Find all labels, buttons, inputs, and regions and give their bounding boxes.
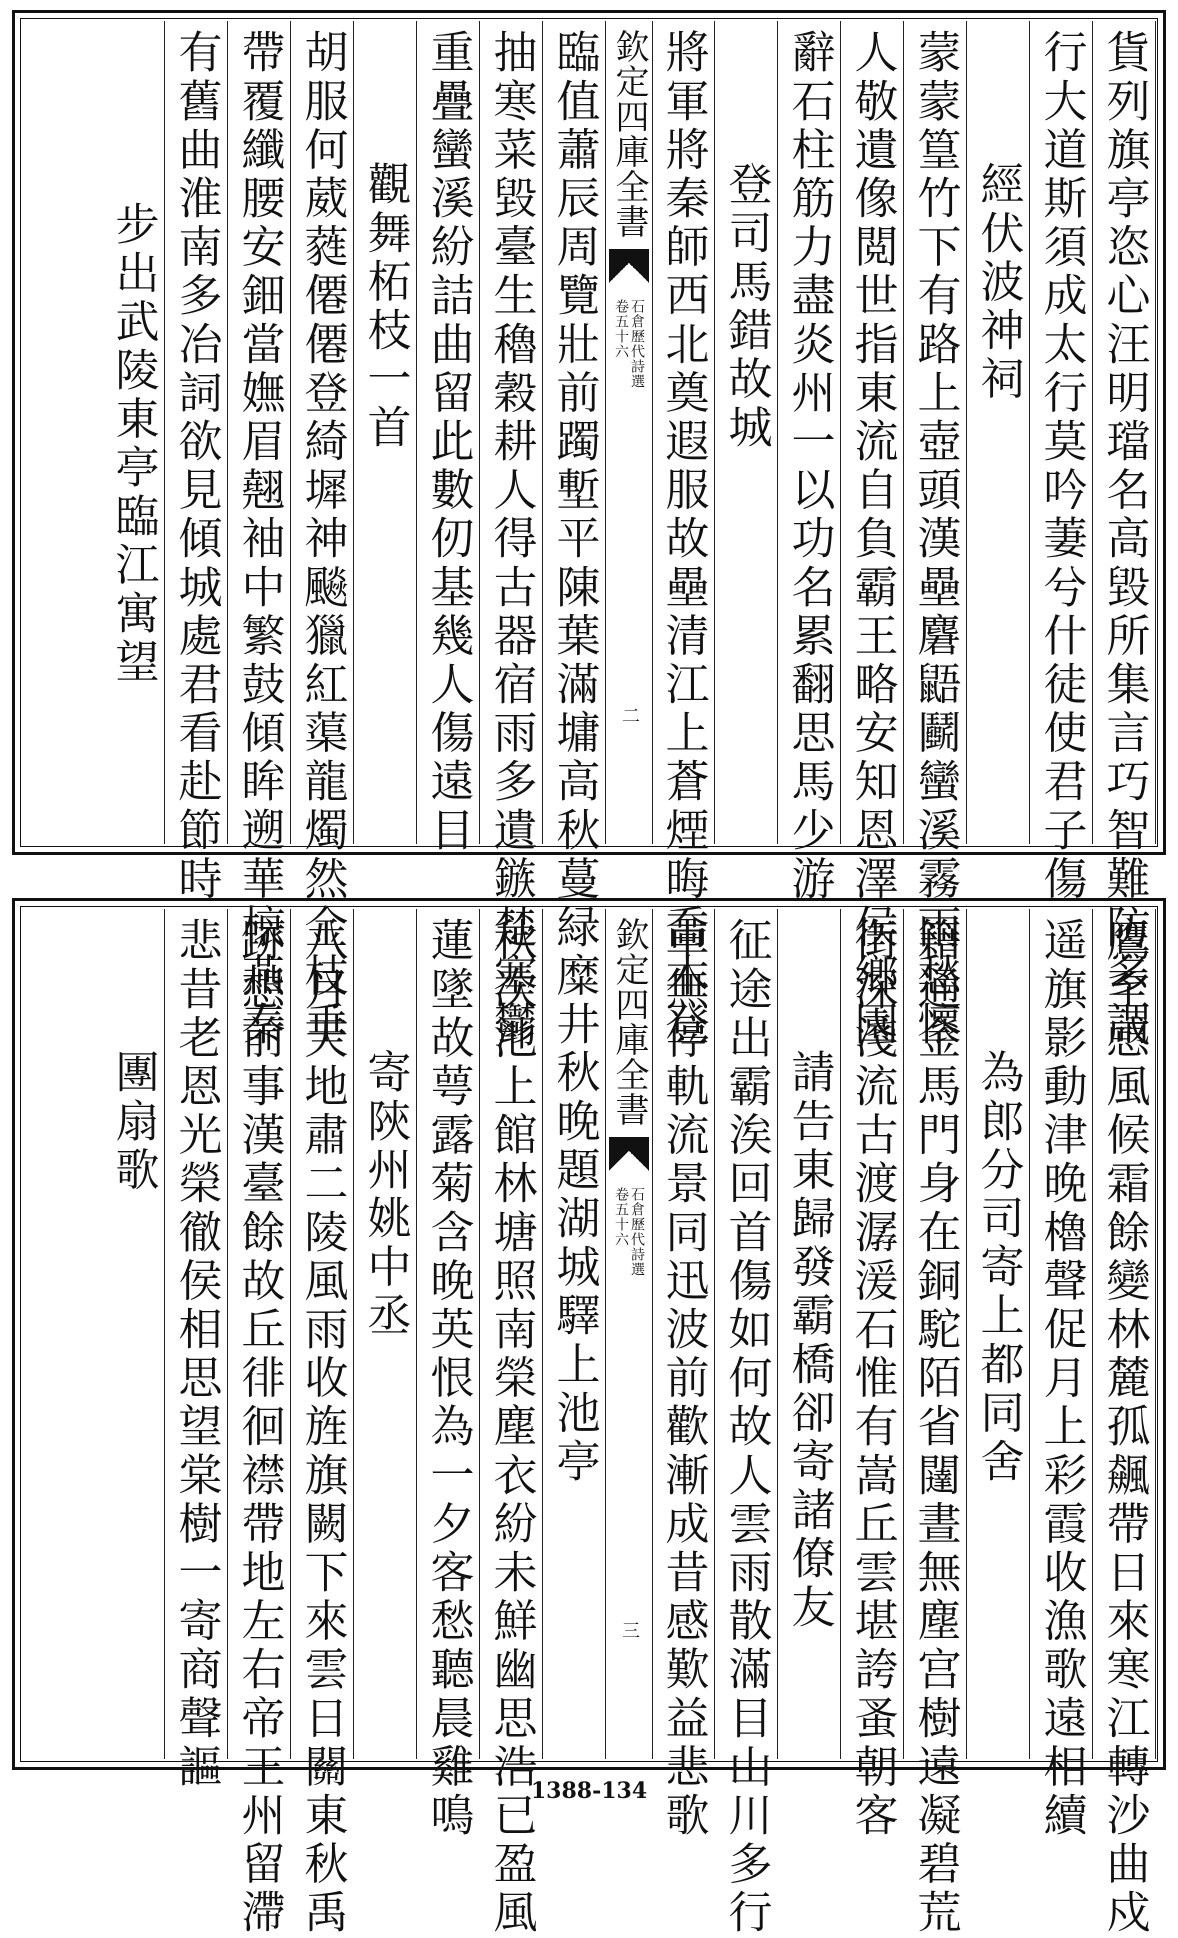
text-column xyxy=(416,21,480,856)
poem-line: 征途出霸涘回首傷如何故人雲雨散滿目山川多行 xyxy=(720,917,772,1938)
poem-title: 步出武陵東亭臨江寓望 xyxy=(107,201,159,687)
text-column xyxy=(164,909,228,1792)
poem-line: 貨列旗亭恣心汪明璫名高毀所集言巧智難防多謂 xyxy=(1098,29,1150,1050)
poem-title: 經伏波神祠 xyxy=(972,161,1024,404)
text-column xyxy=(101,909,165,1759)
text-column xyxy=(714,909,778,1938)
gutter-volume-info xyxy=(614,1187,644,1277)
fish-tail-mark-icon xyxy=(609,249,649,283)
text-column xyxy=(1029,21,1093,904)
text-column xyxy=(479,909,543,1938)
poem-title: 觀舞柘枝一首 xyxy=(359,161,411,453)
poem-line: 人敬遺像閲世指東流自負霸王略安知恩澤侯鄉園 xyxy=(846,29,898,1050)
poem-line: 胡服何葳蕤僊僊登綺墀神飈獵紅蕖龍燭然金枝垂 xyxy=(296,29,348,1050)
text-column xyxy=(227,909,291,1938)
text-column xyxy=(966,909,1030,1759)
poem-line: 蒙蒙篁竹下有路上壺頭漢壘麏鼯鬬蠻溪霧雨愁懷 xyxy=(909,29,961,1050)
gutter-page-number: 二 xyxy=(619,706,640,724)
poem-line: 遥旗影動津晚櫓聲促月上彩霞收漁歌遠相續 xyxy=(1035,917,1087,1841)
poem-title: 請告東歸發霸橋卻寄諸僚友 xyxy=(783,1049,835,1633)
gutter-book-name: 石倉歷代詩選 xyxy=(629,299,645,389)
gutter-volume-info xyxy=(614,299,644,389)
poem-line: 臨值蕭辰周覽壯前躅塹平陳葉滿墉高秋蔓緑糜井 xyxy=(548,29,600,1050)
text-column xyxy=(164,21,228,904)
poem-line: 將軍將秦師西北奠遐服故壘清江上蒼煙晦喬木登 xyxy=(657,29,709,1050)
text-column xyxy=(651,909,715,1841)
gutter-title: 欽定四庫全書 xyxy=(609,917,649,1127)
poem-line: 跡想前事漢臺餘故丘徘徊襟帶地左右帝王州留滯 xyxy=(233,917,285,1938)
text-column xyxy=(714,21,778,844)
poem-line: 籍通金馬門身在銅駝陌省闥晝無塵宫樹遠凝碧荒 xyxy=(909,917,961,1938)
gutter xyxy=(605,21,653,844)
poem-line: 行大道斯須成太行莫吟萋兮什徒使君子傷 xyxy=(1035,29,1087,904)
poem-title: 秋晚題湖城驛上池亭 xyxy=(548,1049,600,1487)
poem-title: 為郎分司寄上都同舍 xyxy=(972,1049,1024,1487)
fish-tail-mark-icon xyxy=(609,1137,649,1171)
text-column xyxy=(290,909,354,1938)
gutter-volume: 卷五十六 xyxy=(613,1187,629,1247)
page-footer-number: 1388-134 xyxy=(530,1778,648,1804)
text-column xyxy=(290,21,354,1050)
poem-title: 團扇歌 xyxy=(107,1049,159,1195)
text-column xyxy=(651,21,715,1050)
poem-line: 車無停軌流景同迅波前歡漸成昔感歎益悲歌 xyxy=(657,917,709,1841)
text-column xyxy=(903,909,967,1938)
text-column xyxy=(542,909,606,1759)
text-column xyxy=(1092,909,1156,1938)
poem-line: 街深淺流古渡潺湲石惟有嵩丘雲堪誇蚤朝客 xyxy=(846,917,898,1841)
text-column xyxy=(840,909,904,1841)
text-column xyxy=(101,21,165,844)
text-column xyxy=(353,21,417,844)
poem-title: 寄陝州姚中丞 xyxy=(359,1049,411,1341)
poem-line: 秋次池上館林塘照南榮塵衣紛未鮮幽思浩已盈風 xyxy=(485,917,537,1938)
text-column xyxy=(777,21,841,904)
gutter-page-number: 三 xyxy=(619,1621,640,1639)
poem-line: 悲昔老恩光榮徹侯相思望棠樹一寄商聲謳 xyxy=(170,917,222,1792)
text-column xyxy=(966,21,1030,844)
text-column xyxy=(777,909,841,1759)
poem-line: 重疊蠻溪紛詰曲留此數仞基幾人傷遠目 xyxy=(422,29,474,856)
poem-line: 辭石柱筋力盡炎州一以功名累翻思馬少游 xyxy=(783,29,835,904)
gutter-volume: 卷五十六 xyxy=(613,299,629,359)
poem-line: 八月天地肅二陵風雨收旌旗闕下來雲日關東秋禹 xyxy=(296,917,348,1938)
top-page-columns xyxy=(23,21,1155,1050)
text-column xyxy=(840,21,904,1050)
text-column xyxy=(416,909,480,1841)
gutter-book-name: 石倉歷代詩選 xyxy=(629,1187,645,1277)
poem-line: 蓮墜故萼露菊含晚英恨為一夕客愁聽晨雞鳴 xyxy=(422,917,474,1841)
gutter-title: 欽定四庫全書 xyxy=(609,29,649,239)
text-column xyxy=(903,21,967,1050)
text-column xyxy=(227,21,291,1050)
poem-line: 鷹至感風候霜餘變林麓孤飆帶日來寒江轉沙曲戍 xyxy=(1098,917,1150,1938)
text-column xyxy=(1092,21,1156,1050)
poem-line: 有舊曲淮南多冶詞欲見傾城處君看赴節時 xyxy=(170,29,222,904)
poem-line: 帶覆纖腰安鈿當嫵眉翹袖中繁鼓傾眸遡華榱燕秦 xyxy=(233,29,285,1050)
poem-title: 登司馬錯故城 xyxy=(720,161,772,453)
poem-line: 抽寒菜毀臺生穭穀耕人得古器宿雨多遺鏃楚塞鬱 xyxy=(485,29,537,1050)
text-column xyxy=(1029,909,1093,1841)
top-page xyxy=(12,10,1166,1050)
gutter xyxy=(605,909,653,1759)
text-column xyxy=(353,909,417,1759)
text-column xyxy=(479,21,543,1050)
text-column xyxy=(542,21,606,1050)
